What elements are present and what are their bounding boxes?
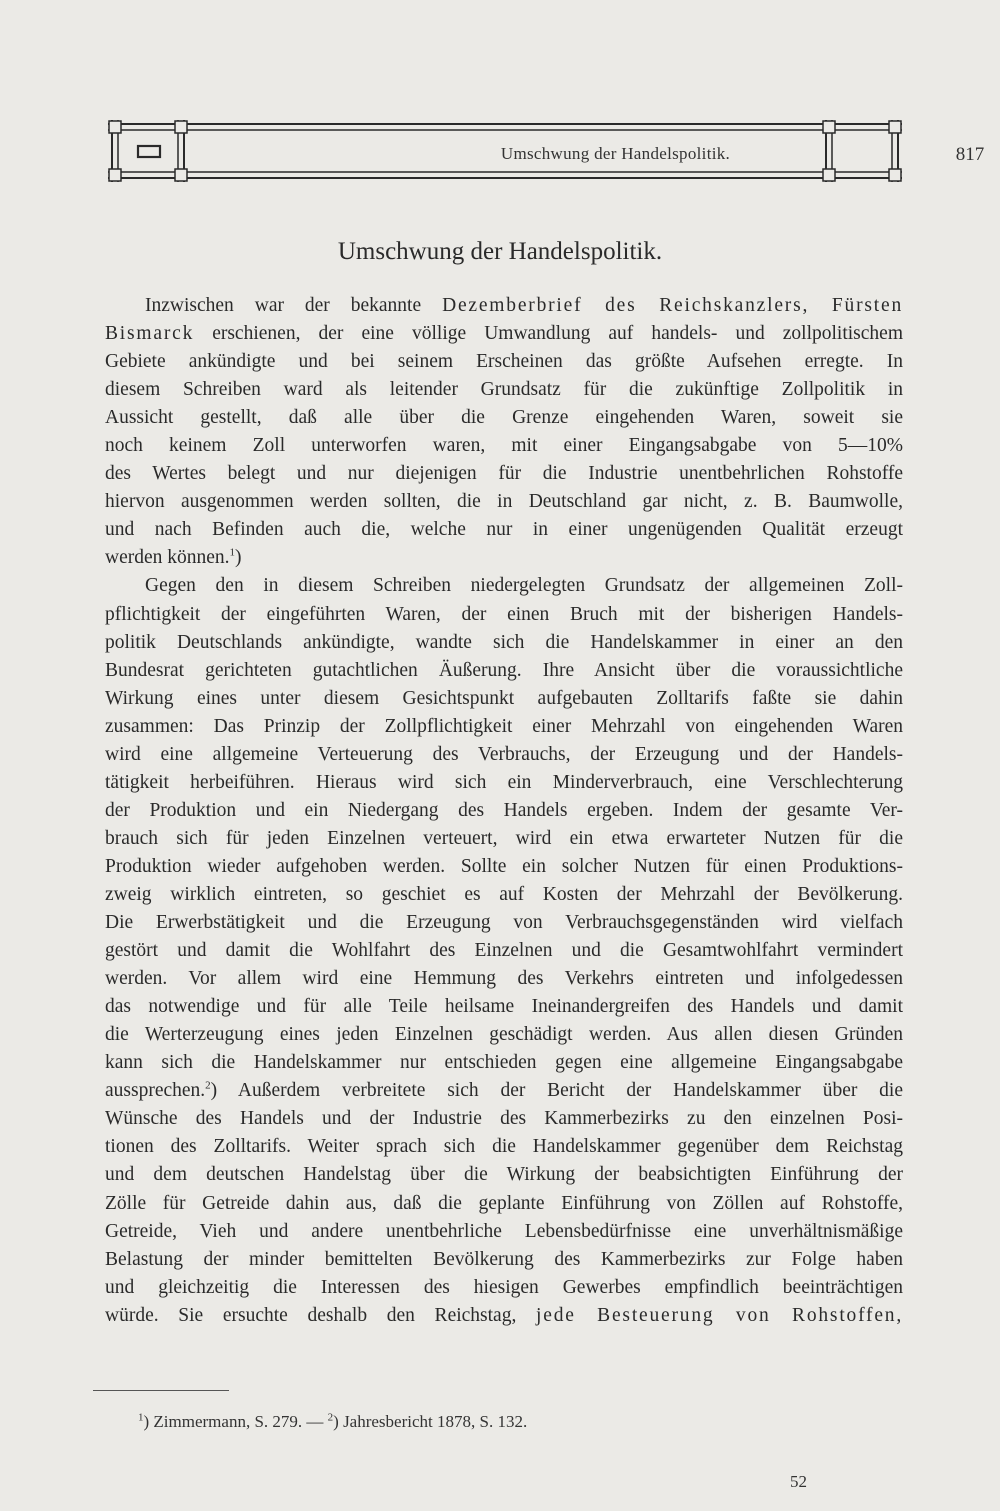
text-segment: und gleichzeitig die Interessen des hiesigen Gewerbes empfindlich beeinträchtigen [105,1276,903,1298]
text-line [105,460,903,488]
text-segment: Zölle für Getreide dahin aus, daß die geplante Einführung von Zöllen auf Rohstoffe, [105,1192,903,1214]
text-segment: tionen des Zolltarifs. Weiter sprach sich die Handelskammer gegenüber dem Reichstag [105,1136,903,1158]
text-segment: Wünsche des Handels und der Industrie des Kammerbezirks zu den einzelnen Posi- [105,1108,903,1130]
text-line [105,292,903,320]
text-segment: das notwendige und für alle Teile heilsame Ineinandergreifen des Handels und damit [105,996,903,1018]
text-line [105,1105,903,1133]
footnote-1: ) Zimmermann, S. 279. — [143,1412,328,1431]
text-line [105,432,903,460]
text-segment: Die Erwerbstätigkeit und die Erzeugung von Verbrauchsgegenständen wird vielfach [105,912,903,934]
text-segment: Getreide, Vieh und andere unentbehrliche Lebensbedürfnisse eine unverhältnismäßige [105,1220,903,1242]
text-segment: Gegen den in diesem Schreiben niedergelegten Grundsatz der allgemeinen Zoll- [145,575,903,597]
footnote-marker-2: 2 [327,1411,334,1424]
text-line [105,629,903,657]
text-line [105,685,903,713]
text-segment: kann sich die Handelskammer nur entschieden gegen eine allgemeine Eingangsabgabe [105,1052,903,1074]
text-segment: Bundesrat gerichteten gutachtlichen Äußerung. Ihre Ansicht über die voraussichtliche [105,659,903,681]
footnote-marker-1: 1 [138,1411,144,1424]
text-segment: die Werterzeugung eines jeden Einzelnen geschädigt werden. Aus allen diesen Gründen [105,1024,903,1046]
text-line [105,1190,903,1218]
section-title: Umschwung der Handelspolitik. [337,238,663,265]
text-segment: ) [235,547,242,569]
text-segment: pflichtigkeit der eingeführten Waren, der einen Bruch mit der bisherigen Handels- [105,603,903,625]
text-segment: zweig wirklich eintreten, so geschiet es auf Kosten der Mehrzahl der Bevölkerung. [105,883,903,905]
text-segment: der Produktion und ein Niedergang des Handels ergeben. Indem der gesamte Ver- [105,799,903,821]
text-line [105,601,903,629]
text-line [105,376,903,404]
text-line [105,1161,903,1189]
text-segment: Aussicht gestellt, daß alle über die Grenze eingehenden Waren, soweit sie [105,407,903,429]
text-segment: Produktion wieder aufgehoben werden. Sollte ein solcher Nutzen für einen Produktions- [105,855,903,877]
text-segment: erschienen, der eine völlige Umwandlung auf handels- und zollpolitischem [194,323,903,345]
text-line [105,516,903,544]
text-segment: ) Außerdem verbreitete sich der Bericht der Handelskammer über die [210,1080,903,1102]
text-segment: und dem deutschen Handelstag über die Wirkung der beabsichtigten Einführung der [105,1164,903,1186]
text-line [105,572,903,600]
text-line [105,853,903,881]
text-segment: brauch sich für jeden Einzelnen verteuert, wird ein etwa erwarteter Nutzen für die [105,827,903,849]
footnote-divider [93,1390,229,1391]
text-segment: des Wertes belegt und nur diejenigen für die Industrie unentbehrlichen Rohstoffe [105,463,903,485]
running-title: Umschwung der Handelspolitik. [500,144,731,163]
running-header [108,120,985,182]
text-segment: gestört und damit die Wohlfahrt des Einzelnen und die Gesamtwohlfahrt vermindert [105,940,903,962]
footnotes [138,1412,527,1432]
footnote-reference: 1 [229,546,236,559]
text-segment: hiervon ausgenommen werden sollten, die in Deutschland gar nicht, z. B. Baumwolle, [105,491,903,513]
text-segment: würde. Sie ersuchte deshalb den Reichstag, [105,1304,537,1326]
text-segment: und nach Befinden auch die, welche nur in einer ungenügenden Qualität erzeugt [105,519,903,541]
text-segment: diesem Schreiben ward als leitender Grundsatz für die zukünftige Zollpolitik in [105,379,903,401]
text-line [105,881,903,909]
text-segment: Inzwischen war der bekannte [145,295,443,316]
text-segment: politik Deutschlands ankündigte, wandte sich die Handelskammer in einer an den [105,631,903,653]
text-line [105,965,903,993]
text-segment: Bismarck [105,323,195,345]
page-number-bottom: 52 [790,1472,807,1491]
text-line [105,1077,903,1105]
text-line [105,657,903,685]
text-segment: Gebiete ankündigte und bei seinem Erscheinen das größte Aufsehen erregte. In [105,351,903,373]
footnote-2: ) Jahresbericht 1878, S. 132. [333,1412,528,1431]
text-segment: werden können. [105,547,230,569]
text-line [105,1274,903,1302]
text-line [105,488,903,516]
text-segment: tätigkeit herbeiführen. Hieraus wird sich ein Minderverbrauch, eine Verschlechterung [105,771,903,793]
text-line [105,348,903,376]
text-segment: aussprechen. [105,1080,206,1102]
text-line [105,713,903,741]
text-segment: werden. Vor allem wird eine Hemmung des Verkehrs eintreten und infolgedessen [105,968,903,990]
footnote-reference: 2 [205,1079,211,1092]
text-line [105,1021,903,1049]
text-segment: noch keinem Zoll unterworfen waren, mit einer Eingangsabgabe von 5—10% [105,435,903,457]
text-line [105,909,903,937]
text-line [105,1133,903,1161]
text-line [105,825,903,853]
text-line [105,320,903,348]
text-line [105,1049,903,1077]
text-line [105,993,903,1021]
text-line [105,1218,903,1246]
text-line [105,1302,903,1330]
text-line [105,741,903,769]
text-line [105,404,903,432]
text-segment: wird eine allgemeine Verteuerung des Verbrauchs, der Erzeugung und der Handels- [105,743,903,765]
text-segment: Wirkung eines unter diesem Gesichtspunkt aufgebauten Zolltarifs faßte sie dahin [105,687,903,709]
text-line [105,1246,903,1274]
text-segment: zusammen: Das Prinzip der Zollpflichtigkeit einer Mehrzahl von eingehenden Waren [105,715,903,737]
text-segment: Dezemberbrief des Reichskanzlers, Fürsten [442,295,903,316]
text-segment: jede Besteuerung von Rohstoffen, [536,1304,904,1326]
text-line [105,769,903,797]
text-segment: Belastung der minder bemittelten Bevölkerung des Kammerbezirks zur Folge haben [105,1248,903,1270]
text-line [105,937,903,965]
page-number-top: 817 [955,144,985,165]
body-text [105,292,903,1330]
text-line [105,797,903,825]
text-line [105,544,903,572]
